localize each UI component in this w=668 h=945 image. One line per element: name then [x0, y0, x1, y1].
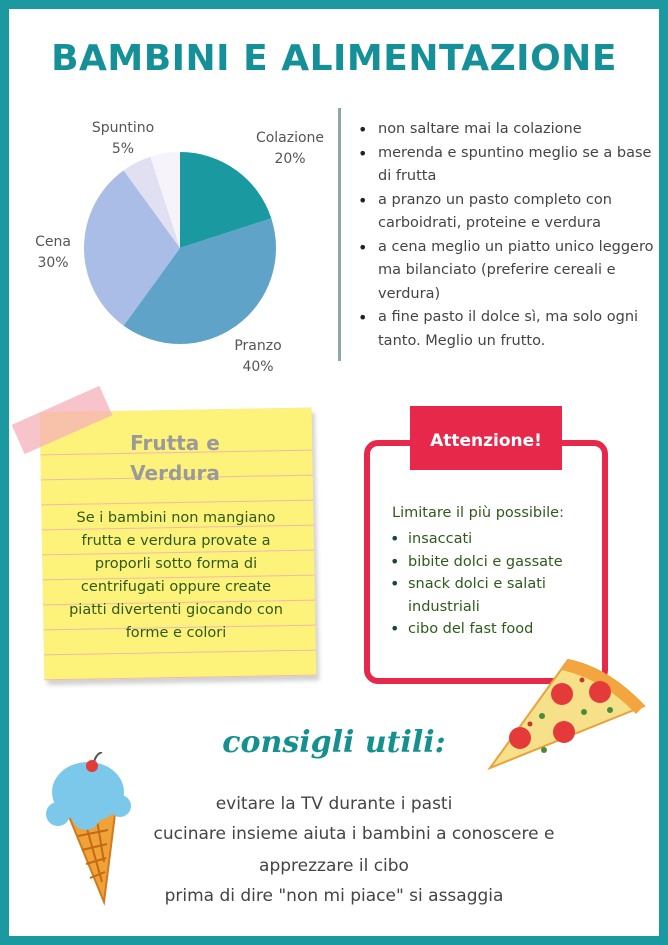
consiglio-line: evitare la TV durante i pasti — [215, 794, 453, 814]
consiglio-line: cucinare insieme aiuta i bambini a conoscere e — [153, 824, 555, 844]
tip-item: • a fine pasto il dolce sì, ma solo ogni tanto. Meglio un frutto. — [356, 306, 656, 353]
pie-label-cena-name: Cena — [35, 234, 71, 250]
pie-label-colazione-pct: 20% — [274, 151, 306, 167]
consiglio-line: apprezzare il cibo — [259, 856, 409, 876]
note-body: Se i bambini non mangiano frutta e verdura provate a proporli sotto forma di centrifugati oppure create piatti divertenti giocando con forme e colori — [69, 510, 283, 641]
tip-item: • merenda e spuntino meglio se a base di frutta — [356, 142, 656, 189]
note-title: Frutta e Verdura — [130, 431, 220, 485]
ice-cream-cone-icon — [40, 752, 140, 912]
attention-item: • snack dolci e salati industriali — [388, 573, 598, 618]
page-title: BAMBINI E ALIMENTAZIONE — [51, 38, 617, 79]
pie-label-pranzo — [226, 336, 290, 378]
pie-label-cena — [26, 232, 80, 274]
pie-label-colazione — [248, 128, 332, 170]
pie-label-pranzo-pct: 40% — [242, 359, 274, 375]
pie-label-colazione-name: Colazione — [255, 130, 325, 146]
tip-item: • a pranzo un pasto completo con carboidrati, proteine e verdura — [356, 189, 656, 236]
pie-label-spuntino-name: Spuntino — [91, 120, 155, 136]
pie-label-cena-pct: 30% — [37, 255, 69, 271]
attention-item: • bibite dolci e gassate — [388, 551, 598, 574]
attention-tag: Attenzione! — [410, 406, 562, 470]
consiglio-line: prima di dire "non mi piace" si assaggia — [164, 886, 504, 906]
tip-item: • a cena meglio un piatto unico leggero ma bilanciato (preferire cereali e verdura) — [356, 236, 656, 307]
tips-list — [356, 118, 656, 353]
attention-item: • cibo del fast food — [388, 618, 598, 641]
divider-line — [338, 108, 341, 361]
tip-item: • non saltare mai la colazione — [356, 118, 656, 142]
consigli-heading: consigli utili: — [222, 725, 446, 760]
pie-label-spuntino-pct: 5% — [111, 141, 135, 157]
attention-item: • insaccati — [388, 528, 598, 551]
pie-label-spuntino — [86, 118, 160, 160]
attention-list — [388, 528, 598, 641]
attention-intro: Limitare il più possibile: — [392, 505, 564, 521]
pie-label-pranzo-name: Pranzo — [234, 338, 282, 354]
